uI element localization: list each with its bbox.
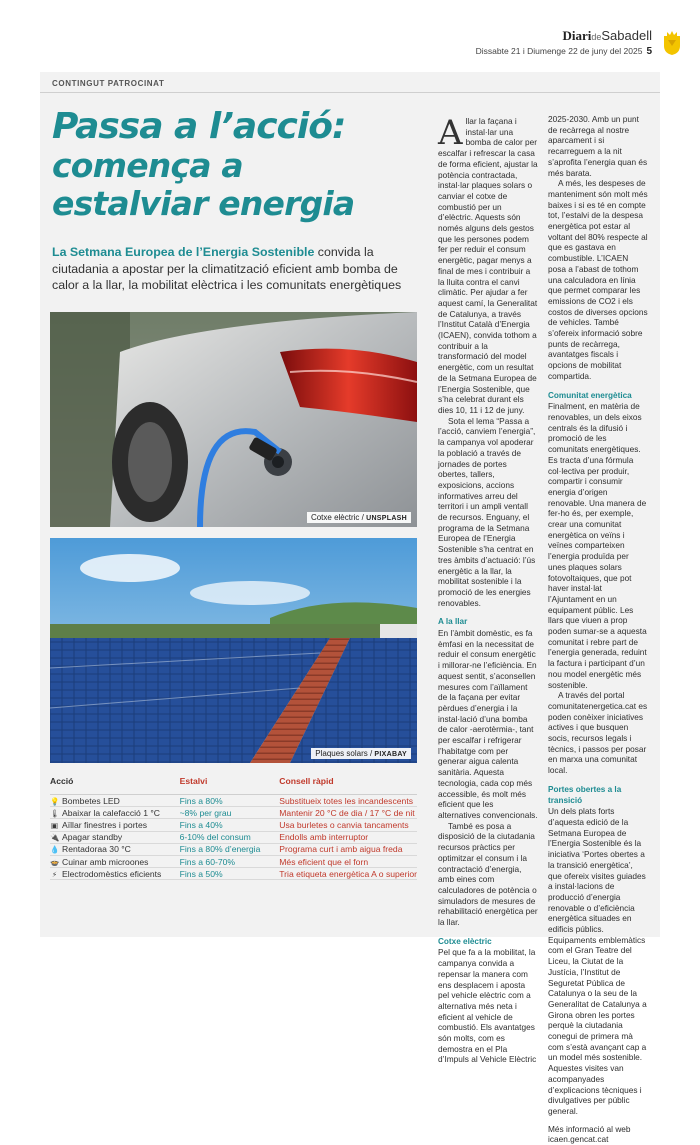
energy-saving-table xyxy=(50,776,417,880)
page-number: 5 xyxy=(646,46,652,57)
section-label: CONTINGUT PATROCINAT xyxy=(52,79,165,88)
masthead xyxy=(476,28,652,57)
paragraph: A través del portal comunitatenergetica.cat es poden conèixer iniciatives actives i que busquen socis, recursos legals i tècnics, i passos per posar en marxa una comunitat local. xyxy=(548,690,648,776)
table-header-action: Acció xyxy=(50,776,180,795)
drop-cap: A xyxy=(438,113,463,153)
more-info-link[interactable]: Més informació al web icaen.gencat.cat xyxy=(548,1123,631,1145)
divider xyxy=(40,92,660,93)
cell-tip: Més eficient que el forn xyxy=(279,855,417,867)
cell-action: 🌡 Abaixar la calefacció 1 °C xyxy=(50,807,180,819)
subheading: Cotxe elèctric xyxy=(438,936,492,946)
table-row xyxy=(50,855,417,867)
cell-action: 🍲 Cuinar amb microones xyxy=(50,855,180,867)
sponsored-panel xyxy=(40,72,660,1145)
table-row xyxy=(50,819,417,831)
cell-tip: Mantenir 20 °C de dia / 17 °C de nit xyxy=(279,807,417,819)
cell-action: 💧 Rentadoraa 30 °C xyxy=(50,843,180,855)
subheading: Comunitat energètica xyxy=(548,390,632,400)
cell-tip: Endolls amb interruptor xyxy=(279,831,417,843)
paragraph: 2025-2030. Amb un punt de recàrrega al nostre aparcament i si recarreguem a la nit s’aprofita l’energia quan és més barata. xyxy=(548,114,648,178)
cell-saving: Fins a 40% xyxy=(180,819,280,831)
paragraph: Finalment, en matèria de renovables, un dels eixos centrals és la difusió i promoció de les comunitats energètiques. Es tracta d’una fórmula col·lectiva per produir, compartir i consumir energia d’origen renovable. Una manera de fer-ho és, per exemple, crear una comunitat energètica on veïns i veïnes comparteixen l’energia produïda per unes plaques solars fotovoltaiques, que pot haver instal·lat l’Ajuntament en un equipament públic. Les llars que viuen a prop poden sumar-se a aquesta comunitat i rebre part de l’energia generada, reduint la factura i participant d’un nou model energètic més sostenible. xyxy=(548,401,647,690)
cell-saving: Fins a 80% xyxy=(180,795,280,807)
cell-tip: Usa burletes o canvia tancaments xyxy=(279,819,417,831)
paragraph: Un dels plats forts d’aquesta edició de la Setmana Europea de l’Energia Sostenible és la iniciativa ‘Portes obertes a la transició energètica’, que ofereix visites guiades a instal·lacions de producció d’energia renovable o d’eficiència energètica situades en edificis públics. Equipaments emblemàtics com el Gran Teatre del Liceu, la Ciutat de la Justícia, l’Institut de Seguretat Pública de Catalunya o la seu de la Generalitat de Catalunya a Girona obren les portes perquè la ciutadania conegui de primera mà com s’està avançant cap a un model més sostenible. Aquestes visites van acompanyades d’explicacions tècniques i divulgatives per públic general. xyxy=(548,806,647,1116)
solar-panels-photo xyxy=(50,538,417,763)
table-row xyxy=(50,831,417,843)
plug-icon: 🔌 xyxy=(50,833,60,843)
paragraph: llar la façana i instal·lar una bomba de calor per escalfar i refrescar la casa de forma eficient, ajustar la potència contractada, instal·lar plaques solars o canviar el cotxe de combustió per un d’elèctric. Aquests són només alguns dels gestos que les persones podem fer per reduir el consum energètic, pagar menys a final de mes i contribuir a la lluita contra el canvi climàtic. Per ajudar a fer aquest camí, la Generalitat de Catalunya, a través l’Institut Català d’Energia (ICAEN), convida tothom a contribuir a la transformació del model energètic, com un resultat de la Setmana Europea de l’Energia Sostenible, que s’ha celebrat durant els dies 10, 11 i 12 de juny. xyxy=(438,116,538,415)
headline: Passa a l’acció: comença a estalviar energia xyxy=(52,106,355,223)
cell-tip: Programa curt i amb aigua freda xyxy=(279,843,417,855)
lightbulb-icon: 💡 xyxy=(50,796,60,806)
electric-car-photo xyxy=(50,312,417,527)
cell-saving: Fins a 50% xyxy=(180,868,280,880)
table-row xyxy=(50,807,417,819)
cell-tip: Tria etiqueta energètica A o superior xyxy=(279,868,417,879)
table-row xyxy=(50,868,417,880)
cell-tip: Substitueix totes les incandescents xyxy=(279,795,417,807)
city-crest-icon xyxy=(662,30,682,56)
thermometer-icon: 🌡 xyxy=(50,808,60,818)
paragraph: Sota el lema “Passa a l’acció, canviem l’energia”, la campanya vol apoderar la població a través de jornades de portes obertes, tallers, exposicions, accions informatives arreu del territori i un ampli ventall de recursos. Enguany, el programa de la Setmana Europea de l’Energia Sostenible s’ha centrat en tres àmbits d’actuació: l’ús energètic a la llar, la mobilitat sostenible i la promoció de les energies renovables. xyxy=(438,415,536,608)
article-column-2 xyxy=(548,114,648,1145)
table-row xyxy=(50,795,417,807)
paragraph: A més, les despeses de manteniment són molt més baixes i si es té en compte tot, l’estalvi de la despesa energètica pot estar al voltant del 80% respecte al que es gastava en combustible. L’ICAEN posa a l’abast de tothom una calculadora en línia que permet comparar les emissions de CO2 i els costos de diverses opcions de vehicles. També s’ofereix informació sobre punts de recàrrega, avantatges fiscals i opcions de mobilitat compartida. xyxy=(548,178,648,381)
photo-caption: Cotxe elèctric / UNSPLASH xyxy=(307,512,411,523)
paragraph: Pel que fa a la mobilitat, la campanya convida a repensar la manera com ens desplacem i aposta pel vehicle elèctric com a alternativa més neta i eficient al vehicle de combustió. Els avantatges són molts, com es demostra en el Pla d’Impuls al Vehicle Elèctric xyxy=(438,947,537,1065)
window-icon: ▣ xyxy=(50,820,59,830)
cell-action: 🔌 Apagar standby xyxy=(50,831,180,843)
table-header-tip: Consell ràpid xyxy=(279,776,417,795)
paragraph: En l’àmbit domèstic, es fa èmfasi en la necessitat de reduir el consum energètic i millorar-ne l’eficiència. En aquest sentit, s’aconsellen mesures com l’aïllament de la façana per evitar pèrdues d’energia i la instal·lació d’una bomba de calor -aerotèrmia-, tant per escalfar i refrigerar l’habitatge com per generar aigua calenta sanitària. Aquesta tecnologia, cada cop més accessible, és molt més eficient que les alternatives convencionals. xyxy=(438,628,538,820)
newspaper-logo: DiarideSabadell xyxy=(562,28,652,43)
table-header-saving: Estalvi xyxy=(180,776,280,795)
cell-action: ▣ Aïllar finestres i portes xyxy=(50,819,180,831)
cell-saving: Fins a 80% d’energia xyxy=(180,843,280,855)
photo-caption: Plaques solars / PIXABAY xyxy=(311,748,411,759)
article-column-1 xyxy=(438,113,538,1065)
subheading: A la llar xyxy=(438,617,468,627)
water-drop-icon: 💧 xyxy=(50,845,60,855)
subheading: Portes obertes a la transició xyxy=(548,784,622,805)
intro-paragraph: La Setmana Europea de l’Energia Sostenible convida la ciutadania a apostar per la climatització eficient amb bomba de calor a la llar, la mobilitat elèctrica i les comunitats energètiques xyxy=(52,245,402,292)
cell-action: ⚡ Electrodomèstics eficients xyxy=(50,868,180,880)
cell-saving: ~8% per grau xyxy=(180,807,280,819)
paragraph: També es posa a disposició de la ciutadania recursos pràctics per optimitzar el consum i la contractació d’energia, amb eines com calculadores de potència o simuladors de mesures de rehabilitació energètica per la llar. xyxy=(438,820,538,928)
microwave-icon: 🍲 xyxy=(50,857,60,867)
issue-date: Dissabte 21 i Diumenge 22 de juny del 2025 5 xyxy=(475,46,652,57)
cell-action: 💡 Bombetes LED xyxy=(50,795,180,807)
cell-saving: 6-10% del consum xyxy=(180,831,280,843)
lightning-icon: ⚡ xyxy=(51,869,58,879)
table-row xyxy=(50,843,417,855)
cell-saving: Fins a 60-70% xyxy=(180,855,280,867)
